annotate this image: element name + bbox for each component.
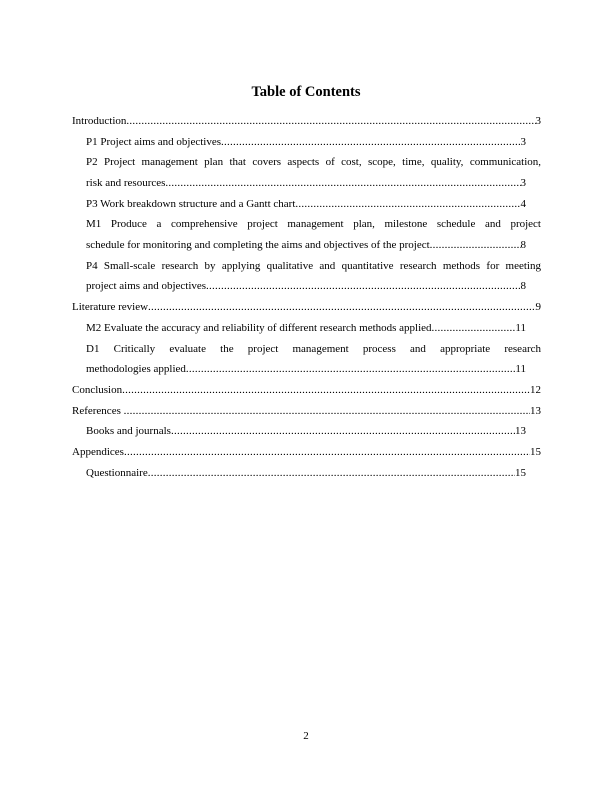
toc-entry-questionnaire[interactable] (86, 467, 541, 479)
toc-page-number: 11 (515, 363, 526, 375)
toc-entry-label: P3 Work breakdown structure and a Gantt chart (86, 198, 296, 210)
toc-entry-label: References (72, 405, 124, 417)
toc-entry-p2-cont[interactable] (86, 177, 541, 189)
toc-entry-label-line1: P2 Project management plan that covers aspects of cost, scope, time, quality, communication, (86, 156, 541, 168)
toc-entry-p1[interactable] (86, 136, 541, 148)
toc-entry-label: Introduction (72, 115, 127, 127)
dot-leader (124, 446, 530, 458)
toc-page-number: 8 (520, 280, 526, 292)
toc-entry-p3[interactable] (86, 198, 541, 210)
toc-entry-appendices[interactable] (72, 446, 541, 458)
dot-leader (295, 198, 520, 210)
dot-leader (430, 239, 521, 251)
toc-page-number: 9 (535, 301, 541, 313)
toc-entry-label-line1: P4 Small-scale research by applying qualitative and quantitative research methods for meeting (86, 260, 541, 272)
toc-entry-conclusion[interactable] (72, 384, 541, 396)
toc-entry-label: P1 Project aims and objectives (86, 136, 222, 148)
toc-page-number: 3 (520, 136, 526, 148)
toc-page-number: 13 (530, 405, 541, 417)
toc-entry-label: schedule for monitoring and completing the aims and objectives of the project (86, 239, 430, 251)
toc-entry-m1[interactable] (86, 218, 541, 230)
dot-leader (186, 363, 516, 375)
toc-page-number: 11 (515, 322, 526, 334)
toc-entry-books-and-journals[interactable] (86, 425, 541, 437)
toc-entry-label: Appendices (72, 446, 124, 458)
toc-entry-d1[interactable] (86, 343, 541, 355)
toc-entry-introduction[interactable] (72, 115, 541, 127)
toc-entry-p4-cont[interactable] (86, 280, 541, 292)
dot-leader (148, 467, 515, 479)
toc-entry-m1-cont[interactable] (86, 239, 541, 251)
toc-entry-label: Questionnaire (86, 467, 148, 479)
dot-leader (221, 136, 520, 148)
toc-entry-label: project aims and objectives (86, 280, 207, 292)
dot-leader (124, 405, 530, 417)
toc-page-number: 15 (515, 467, 526, 479)
dot-leader (206, 280, 520, 292)
toc-entry-label: Conclusion (72, 384, 123, 396)
dot-leader (171, 425, 515, 437)
toc-page-number: 15 (530, 446, 541, 458)
toc-page-number: 3 (535, 115, 541, 127)
toc-entry-label: risk and resources (86, 177, 166, 189)
toc-entry-label-line1: D1 Critically evaluate the project management process and appropriate research (86, 343, 541, 355)
toc-page-number: 4 (520, 198, 526, 210)
toc-entry-references[interactable] (72, 405, 541, 417)
toc-page-number: 12 (530, 384, 541, 396)
toc-entry-p4[interactable] (86, 260, 541, 272)
toc-entry-label: methodologies applied (86, 363, 186, 375)
dot-leader (432, 322, 516, 334)
toc-entry-p2[interactable] (86, 156, 541, 168)
dot-leader (165, 177, 520, 189)
toc-page-number: 8 (520, 239, 526, 251)
toc-entry-m2[interactable] (86, 322, 541, 334)
toc-entry-label-line1: M1 Produce a comprehensive project management plan, milestone schedule and project (86, 218, 541, 230)
toc-entry-literature-review[interactable] (72, 301, 541, 313)
dot-leader (126, 115, 535, 127)
toc-entry-label: Literature review (72, 301, 149, 313)
page-number: 2 (303, 730, 309, 742)
dot-leader (148, 301, 535, 313)
toc-entry-d1-cont[interactable] (86, 363, 541, 375)
toc-entry-label: M2 Evaluate the accuracy and reliability of different research methods applied (86, 322, 432, 334)
toc-title: Table of Contents (251, 84, 361, 100)
toc-entry-label: Books and journals (86, 425, 171, 437)
toc-page-number: 13 (515, 425, 526, 437)
dot-leader (122, 384, 530, 396)
toc-page-number: 3 (520, 177, 526, 189)
